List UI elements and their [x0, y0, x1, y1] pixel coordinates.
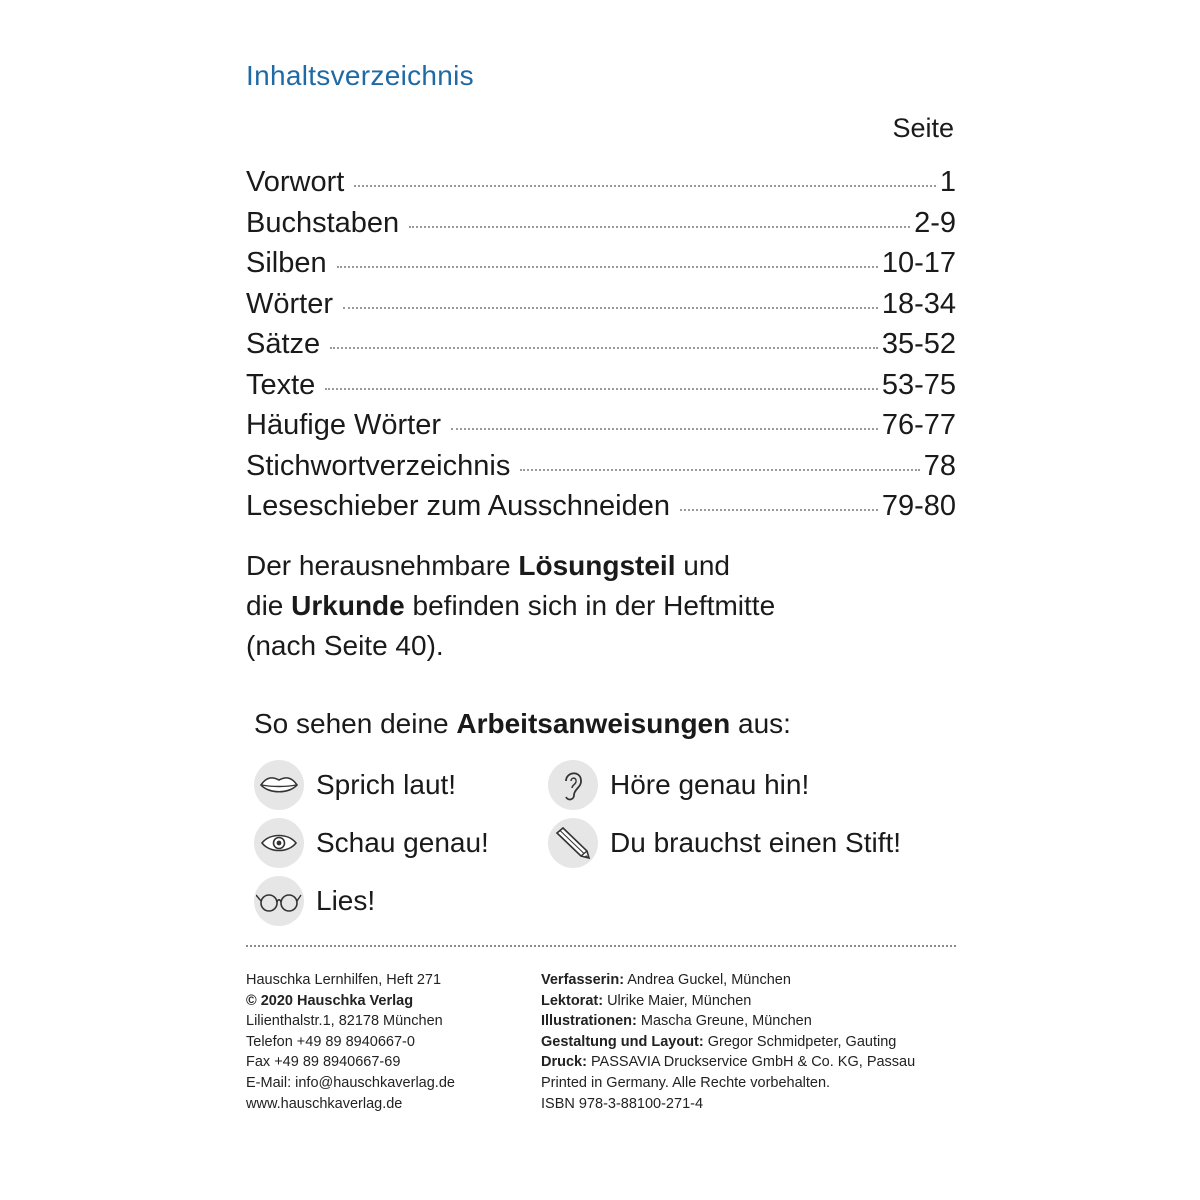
instructions-heading [254, 708, 791, 740]
note-bold: Lösungsteil [518, 550, 676, 581]
lips-icon [254, 760, 304, 810]
toc-label: Sätze [246, 328, 321, 360]
imprint-line [541, 991, 915, 1012]
instruction-read [246, 876, 375, 926]
instruction-listen [548, 760, 809, 810]
note-bold: Urkunde [291, 590, 405, 621]
imprint-value: Andrea Guckel, München [624, 972, 791, 988]
table-of-contents [246, 166, 956, 531]
instruction-label: Sprich laut! [316, 769, 457, 800]
leader-dots [325, 388, 878, 390]
imprint-value: Ulrike Maier, München [603, 992, 752, 1009]
imprint-line [541, 1094, 915, 1115]
toc-label: Silben [246, 247, 327, 279]
imprint-line [541, 1032, 915, 1053]
toc-label: Wörter [246, 287, 333, 320]
leader-dots [337, 266, 878, 268]
imprint-line [541, 1011, 915, 1032]
imprint-email-link[interactable]: E-Mail: info@hauschkaverlag.de [246, 1074, 455, 1091]
imprint-line [541, 1073, 915, 1094]
note-text: (nach Seite 40). [246, 630, 444, 661]
glasses-icon [254, 876, 304, 926]
page [246, 0, 956, 1200]
note-text: und [675, 550, 730, 581]
imprint-key: Illustrationen: [541, 1013, 637, 1030]
imprint-key: Lektorat: [541, 992, 604, 1009]
toc-row-silben[interactable] [246, 247, 956, 288]
toc-pages: 10-17 [881, 247, 956, 279]
instruction-label: Höre genau hin! [610, 769, 810, 800]
instruction-look [254, 818, 489, 868]
toc-row-texte[interactable] [246, 369, 956, 410]
leader-dots [451, 428, 878, 430]
page-title: Inhaltsverzeichnis [246, 60, 474, 91]
imprint-line [541, 970, 915, 991]
note-text: die [246, 590, 292, 621]
imprint-value: Mascha Greune, München [636, 1013, 812, 1030]
imprint-value: PASSAVIA Druckservice GmbH & Co. KG, Passau [586, 1054, 916, 1071]
eye-icon [254, 818, 304, 868]
toc-label: Häufige Wörter [246, 409, 442, 441]
leader-dots [680, 509, 878, 511]
imprint-line: Lilienthalstr.1, 82178 München [246, 1013, 443, 1030]
imprint-line: Hauschka Lernhilfen, Heft 271 [246, 972, 442, 988]
toc-row-saetze[interactable] [246, 328, 956, 369]
instruction-label: Du brauchst einen Stift! [610, 827, 902, 858]
imprint-line: © 2020 Hauschka Verlag [246, 992, 414, 1009]
toc-pages: 18-34 [881, 287, 956, 320]
note-text: befinden sich in der Heftmitte [404, 590, 776, 621]
page-column-label: Seite [892, 113, 954, 143]
leader-dots [354, 185, 936, 187]
imprint-value: ISBN 978-3-88100-271-4 [541, 1095, 704, 1112]
toc-label: Stichwortverzeichnis [246, 449, 511, 482]
imprint-value: Gregor Schmidpeter, Gauting [703, 1033, 897, 1050]
toc-pages: 78 [923, 449, 956, 482]
divider [246, 945, 956, 947]
toc-pages: 76-77 [881, 409, 956, 441]
toc-row-buchstaben[interactable] [246, 207, 956, 248]
instruction-speak [254, 760, 456, 810]
imprint-website-link[interactable]: www.hauschkaverlag.de [246, 1095, 403, 1112]
pencil-icon [548, 818, 598, 868]
imprint-credits [541, 970, 915, 1114]
toc-label: Texte [246, 368, 316, 401]
leader-dots [409, 226, 910, 228]
toc-row-leseschieber[interactable] [246, 490, 956, 531]
imprint-key: Gestaltung und Layout: [541, 1033, 704, 1050]
toc-row-stichwortverzeichnis[interactable] [246, 450, 956, 491]
toc-pages: 35-52 [881, 328, 956, 360]
heading-text: So sehen deine [254, 708, 457, 739]
instruction-label: Schau genau! [316, 827, 489, 858]
leader-dots [343, 307, 878, 309]
imprint-line: Fax +49 89 8940667-69 [246, 1054, 401, 1071]
leader-dots [520, 469, 919, 471]
leader-dots [330, 347, 878, 349]
solution-note [246, 546, 956, 666]
toc-row-vorwort[interactable] [246, 166, 956, 207]
toc-label: Leseschieber zum Ausschneiden [246, 490, 670, 522]
imprint-line: Telefon +49 89 8940667-0 [246, 1033, 415, 1050]
instruction-label: Lies! [316, 885, 376, 916]
instruction-pencil [548, 818, 901, 868]
toc-pages: 2-9 [914, 206, 956, 239]
imprint-key: Druck: [541, 1054, 587, 1071]
heading-bold: Arbeitsanweisungen [456, 708, 731, 739]
imprint-key: Verfasserin: [541, 972, 625, 988]
imprint-value: Printed in Germany. Alle Rechte vorbehalten. [541, 1074, 831, 1091]
ear-icon [548, 760, 598, 810]
toc-label: Vorwort [246, 166, 345, 198]
heading-text: aus: [730, 708, 791, 739]
toc-row-woerter[interactable] [246, 288, 956, 329]
toc-row-haeufige-woerter[interactable] [246, 409, 956, 450]
toc-label: Buchstaben [246, 206, 400, 239]
imprint-publisher [246, 970, 455, 1114]
toc-pages: 79-80 [881, 490, 956, 522]
toc-pages: 1 [939, 166, 956, 198]
note-text: Der herausnehmbare [246, 550, 519, 581]
toc-pages: 53-75 [881, 368, 956, 401]
imprint-line [541, 1052, 915, 1073]
